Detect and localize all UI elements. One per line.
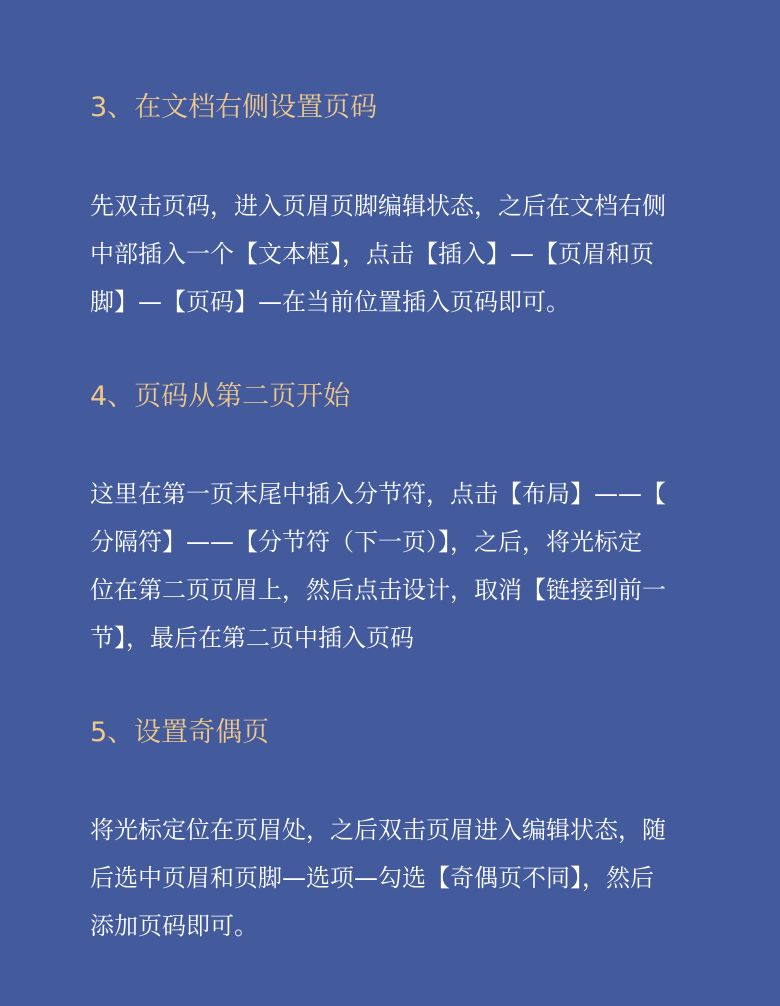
section-5	[90, 716, 690, 750]
paragraph-line: 将光标定位在页眉处，之后双击页眉进入编辑状态，随	[90, 816, 666, 844]
paragraph-line: 添加页码即可。	[90, 912, 258, 940]
paragraph-line: 位在第二页页眉上，然后点击设计，取消【链接到前一	[90, 576, 666, 604]
section-3	[90, 91, 690, 125]
section-heading: 5、设置奇偶页	[90, 717, 270, 748]
section-paragraph	[90, 182, 690, 326]
section-3-body	[90, 182, 690, 326]
section-5-body	[90, 806, 690, 950]
paragraph-line: 中部插入一个【文本框】，点击【插入】—【页眉和页	[90, 240, 654, 268]
paragraph-line: 后选中页眉和页脚—选项—勾选【奇偶页不同】，然后	[90, 864, 654, 892]
section-heading: 4、页码从第二页开始	[90, 381, 351, 412]
section-4-body	[90, 470, 690, 662]
section-heading: 3、在文档右侧设置页码	[90, 92, 378, 123]
paragraph-line: 脚】—【页码】—在当前位置插入页码即可。	[90, 288, 570, 316]
paragraph-line: 先双击页码，进入页眉页脚编辑状态，之后在文档右侧	[90, 192, 666, 220]
paragraph-line: 分隔符】——【分节符（下一页）】，之后，将光标定	[90, 528, 642, 556]
paragraph-line: 节】，最后在第二页中插入页码	[90, 624, 414, 652]
paragraph-line: 这里在第一页末尾中插入分节符，点击【布局】——【	[90, 480, 666, 508]
section-paragraph	[90, 470, 690, 662]
section-paragraph	[90, 806, 690, 950]
section-4	[90, 380, 690, 414]
